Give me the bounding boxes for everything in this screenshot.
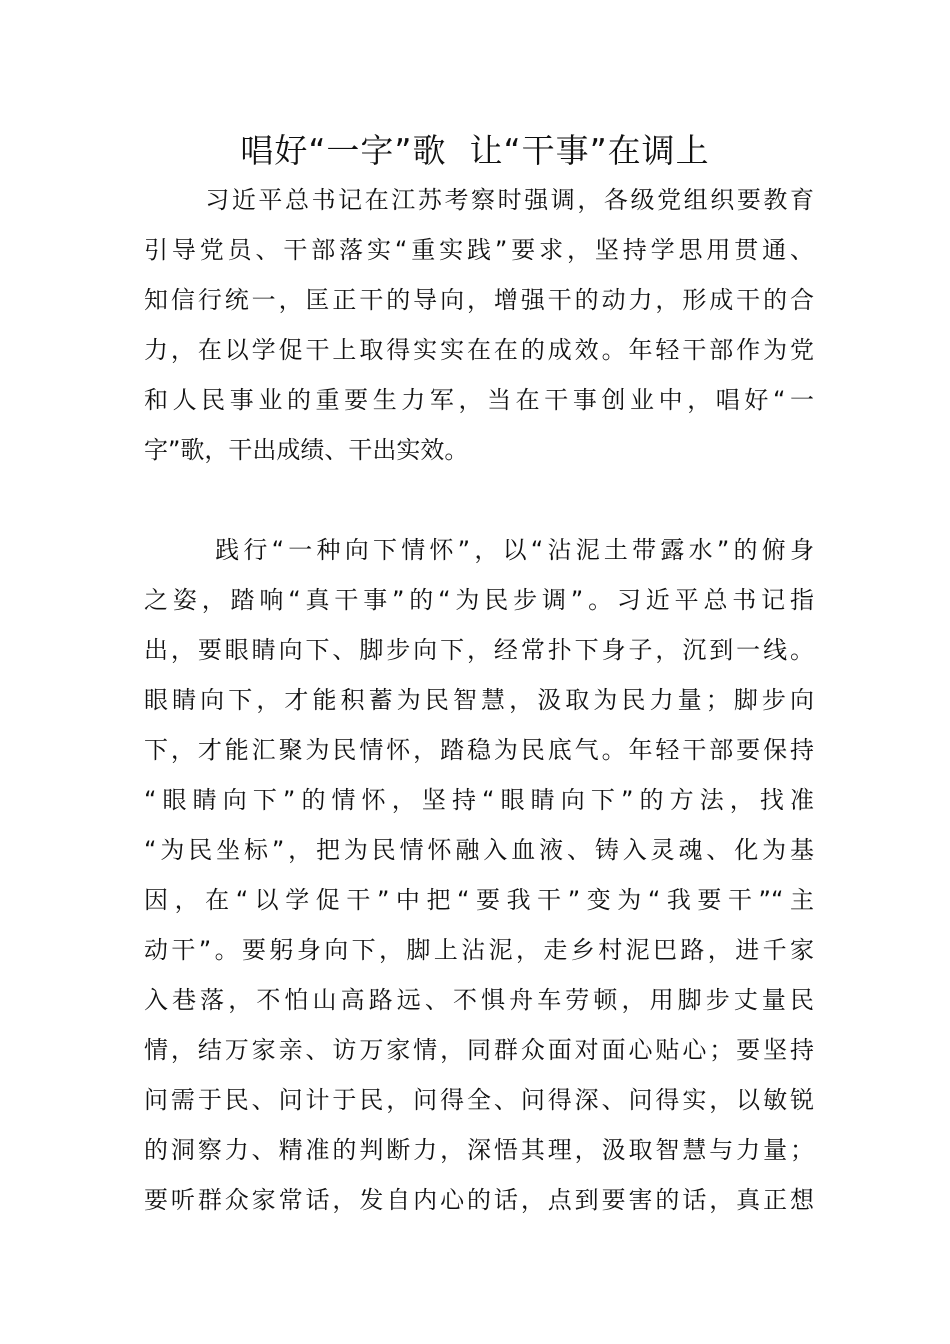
paragraph-2-line-12: 问需于民、问计于民，问得全、问得深、问得实，以敏锐: [144, 1086, 814, 1114]
document-title: 唱好“一字”歌 让“干事”在调上: [240, 131, 710, 170]
paragraph-2-line-2: 之姿，踏响“真干事”的“为民步调”。习近平总书记指: [144, 586, 814, 614]
paragraph-2-line-3: 出，要眼睛向下、脚步向下，经常扑下身子，沉到一线。: [144, 636, 814, 664]
paragraph-2-line-9: 动干”。要躬身向下，脚上沾泥，走乡村泥巴路，进千家: [144, 936, 814, 964]
paragraph-1-line-3: 知信行统一，匡正干的导向，增强干的动力，形成干的合: [144, 286, 814, 314]
paragraph-2-line-5: 下，才能汇聚为民情怀，踏稳为民底气。年轻干部要保持: [144, 736, 814, 764]
paragraph-2-line-4: 眼睛向下，才能积蓄为民智慧，汲取为民力量；脚步向: [144, 686, 814, 714]
paragraph-2-line-14: 要听群众家常话，发自内心的话，点到要害的话，真正想: [144, 1186, 814, 1214]
paragraph-1-line-5: 和人民事业的重要生力军，当在干事创业中，唱好“一: [144, 386, 814, 414]
paragraph-2-line-6: “眼睛向下”的情怀，坚持“眼睛向下”的方法，找准: [144, 786, 814, 814]
paragraph-1-line-6: 字”歌，干出成绩、干出实效。: [144, 436, 469, 464]
paragraph-2-line-7: “为民坐标”，把为民情怀融入血液、铸入灵魂、化为基: [144, 836, 814, 864]
paragraph-2-line-13: 的洞察力、精准的判断力，深悟其理，汲取智慧与力量；: [144, 1136, 814, 1164]
paragraph-2-line-10: 入巷落，不怕山高路远、不惧舟车劳顿，用脚步丈量民: [144, 986, 814, 1014]
paragraph-1-line-1: 习近平总书记在江苏考察时强调，各级党组织要教育: [144, 186, 814, 214]
paragraph-1-line-4: 力，在以学促干上取得实实在在的成效。年轻干部作为党: [144, 336, 814, 364]
paragraph-2-line-8: 因，在“以学促干”中把“要我干”变为“我要干”“主: [144, 886, 814, 914]
paragraph-1-line-2: 引导党员、干部落实“重实践”要求，坚持学思用贯通、: [144, 236, 814, 264]
paragraph-2-line-11: 情，结万家亲、访万家情，同群众面对面心贴心；要坚持: [144, 1036, 814, 1064]
paragraph-2-line-1: 践行“一种向下情怀”，以“沾泥土带露水”的俯身: [144, 536, 814, 564]
